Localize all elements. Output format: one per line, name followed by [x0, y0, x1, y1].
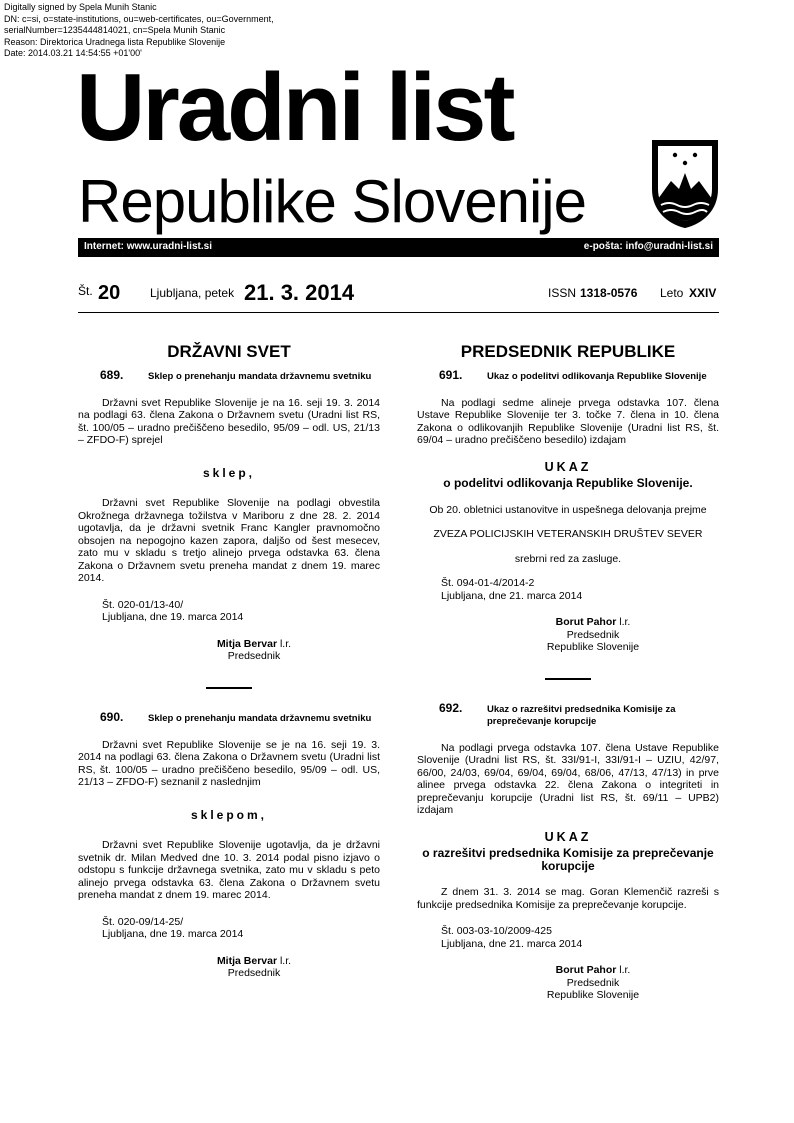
slovenia-coat-of-arms-icon: [649, 137, 721, 229]
leto-value: XXIV: [689, 286, 717, 300]
act-title: Sklep o prenehanju mandata državnemu svetniku: [148, 370, 372, 382]
act-title: Ukaz o razrešitvi predsednika Komisije za preprečevanje korupcije: [487, 703, 676, 727]
signer-lr: l.r.: [277, 954, 292, 967]
leto-label: Leto: [660, 286, 684, 300]
reference-number: Št. 020-01/13-40/: [102, 598, 184, 611]
act-reference: [78, 599, 380, 624]
section-heading-drzavni-svet: DRŽAVNI SVET: [167, 342, 291, 361]
place-date: Ljubljana, dne 21. marca 2014: [441, 937, 583, 950]
ukaz-subheading: o podelitvi odlikovanja Republike Slovenije.: [443, 476, 693, 490]
signature-line: DN: c=si, o=state-institutions, ou=web-certificates, ou=Government,: [4, 13, 274, 24]
act-number: 690.: [100, 709, 124, 724]
signer-role: Predsednik: [566, 976, 620, 989]
award-line: Ob 20. obletnici ustanovitve in uspešnega delovanja prejme: [429, 503, 707, 516]
signer-lr: l.r.: [616, 616, 631, 628]
issue-date: 21. 3. 2014: [244, 280, 355, 305]
signer-name: Mitja Bervar: [216, 954, 278, 967]
reference-number: Št. 003-03-10/2009-425: [441, 925, 552, 937]
ukaz-heading: UKAZ: [544, 459, 592, 474]
signature: [78, 638, 380, 663]
act-keyword: sklep,: [202, 465, 256, 480]
left-column: [78, 340, 380, 990]
act-body: Z dnem 31. 3. 2014 se mag. Goran Klemenčič razreši s funkcije predsednika Komisije za preprečevanje korupcije.: [417, 886, 719, 911]
act-number: 692.: [439, 700, 463, 715]
act-intro: Državni svet Republike Slovenije se je na 16. seji 19. 3. 2014 na podlagi 63. člena Zakona o Državnem svetu (Uradni list RS, št. 100/05 – uradno prečiščeno besedilo, 95/09 – odl. US, 21/13 – ZFDO-F) seznanil z naslednjim: [78, 738, 380, 788]
act-body: Državni svet Republike Slovenije ugotavlja, da je državni svetnik dr. Milan Medved dne 10. 3. 2014 podal pisno izjavo o odstopu s funkcije državnega svetnika, zato mu v skladu s peto alinejo prvega odstavka 63. člena Zakona o Državnem svetu preneha mandat z dnem 19. marec 2014.: [78, 839, 380, 901]
act-reference: [417, 577, 719, 602]
signature: [417, 964, 719, 1002]
signer-role-2: Republike Slovenije: [546, 989, 640, 1001]
act-number: 691.: [439, 367, 463, 382]
reference-number: Št. 094-01-4/2014-2: [441, 577, 535, 589]
act-intro: Na podlagi sedme alineje prvega odstavka 107. člena Ustave Republike Slovenije ter 3. točke 7. člena in 10. člena Zakona o odlikovanjih Republike Slovenije (Uradni list RS, št. 69/04 – uradno prečiščeno besedilo) izdajam: [417, 396, 719, 446]
masthead-title: Uradni list: [76, 54, 513, 161]
issue-place-day: Ljubljana, petek: [150, 286, 235, 300]
signer-role-2: Republike Slovenije: [546, 641, 640, 653]
reference-number: Št. 020-09/14-25/: [102, 915, 184, 928]
right-column: [417, 340, 719, 1012]
ukaz-heading: UKAZ: [544, 829, 592, 844]
place-date: Ljubljana, dne 19. marca 2014: [102, 611, 244, 623]
award-recipient: ZVEZA POLICIJSKIH VETERANSKIH DRUŠTEV SEVER: [433, 528, 703, 540]
act-title: Ukaz o podelitvi odlikovanja Republike Slovenije: [487, 370, 707, 382]
issue-line: [78, 280, 719, 310]
signature: [417, 616, 719, 654]
act-divider: [545, 678, 591, 680]
act-body: Državni svet Republike Slovenije na podlagi obvestila Okrožnega državnega tožilstva v Mariboru z dne 28. 2. 2014 ugotavlja, da je državni svetnik Franc Kangler pravnomočno obsojen na nepogojno kazen zapora, daljšo od šest mesecev, zato mu v skladu s tretjo alinejo prvega odstavka 63. člena Zakona o Državnem svetu preneha mandat z dnem 19. marec 2014.: [78, 497, 380, 584]
contact-bar: [78, 238, 719, 257]
signer-role: Predsednik: [227, 967, 281, 979]
masthead-subtitle: Republike Slovenije: [78, 168, 586, 235]
act-number: 689.: [100, 367, 124, 382]
act-690-header: [78, 711, 380, 725]
signer-lr: l.r.: [277, 637, 292, 650]
digital-signature: [4, 2, 274, 60]
act-692-header: [417, 702, 719, 728]
signer-role: Predsednik: [566, 628, 620, 641]
signer-name: Mitja Bervar: [216, 637, 278, 650]
act-intro: Na podlagi prvega odstavka 107. člena Ustave Republike Slovenije (Uradni list RS, št. 33I/91-I, 33I/91-I – UZIU, 42/97, 66/00, 24/03, 69/04, 69/04, 69/04, 68/06, 47/13, 47/13) in prve alinee prvega odstavka 22. člena Zakona o integriteti in preprečevanju korupcije (Uradni list RS, št. 69/11 – UPB2) izdajam: [417, 741, 719, 816]
act-reference: [78, 916, 380, 941]
act-divider: [206, 687, 252, 689]
act-title: Sklep o prenehanju mandata državnemu svetniku: [148, 712, 372, 724]
issue-number-label: Št.: [78, 284, 93, 298]
act-689-header: [78, 369, 380, 383]
act-691-header: [417, 369, 719, 383]
signature: [78, 955, 380, 980]
signature-line: serialNumber=1235444814021, cn=Spela Munih Stanic: [4, 25, 226, 35]
place-date: Ljubljana, dne 21. marca 2014: [441, 589, 583, 602]
signature-line: Reason: Direktorica Uradnega lista Republike Slovenije: [4, 36, 226, 47]
act-intro: Državni svet Republike Slovenije je na 16. seji 19. 3. 2014 na podlagi 63. člena Zakona o Državnem svetu (Uradni list RS, št. 100/05 – uradno prečiščeno besedilo, 95/09 – odl. US, 21/13 – ZFDO-F) sprejel: [78, 396, 380, 446]
signer-name: Borut Pahor: [555, 964, 617, 976]
act-keyword: sklepom,: [190, 807, 268, 822]
signer-name: Borut Pahor: [555, 616, 617, 628]
header-rule: [78, 312, 719, 313]
signature-line: Digitally signed by Spela Munih Stanic: [4, 2, 157, 12]
issn-value: 1318-0576: [580, 286, 638, 300]
place-date: Ljubljana, dne 19. marca 2014: [102, 928, 244, 940]
internet-link[interactable]: Internet: www.uradni-list.si: [84, 241, 212, 252]
award-name: srebrni red za zasluge.: [514, 552, 622, 565]
section-heading-predsednik-republike: PREDSEDNIK REPUBLIKE: [460, 342, 676, 361]
email-link[interactable]: e-pošta: info@uradni-list.si: [583, 241, 713, 252]
issue-number: 20: [98, 282, 121, 304]
issn-label: ISSN: [548, 286, 577, 300]
act-reference: [417, 925, 719, 950]
signer-lr: l.r.: [616, 964, 631, 976]
signature-line: Date: 2014.03.21 14:54:55 +01'00': [4, 48, 142, 58]
ukaz-subheading: o razrešitvi predsednika Komisije za preprečevanje korupcije: [422, 846, 714, 873]
signer-role: Predsednik: [227, 650, 281, 662]
